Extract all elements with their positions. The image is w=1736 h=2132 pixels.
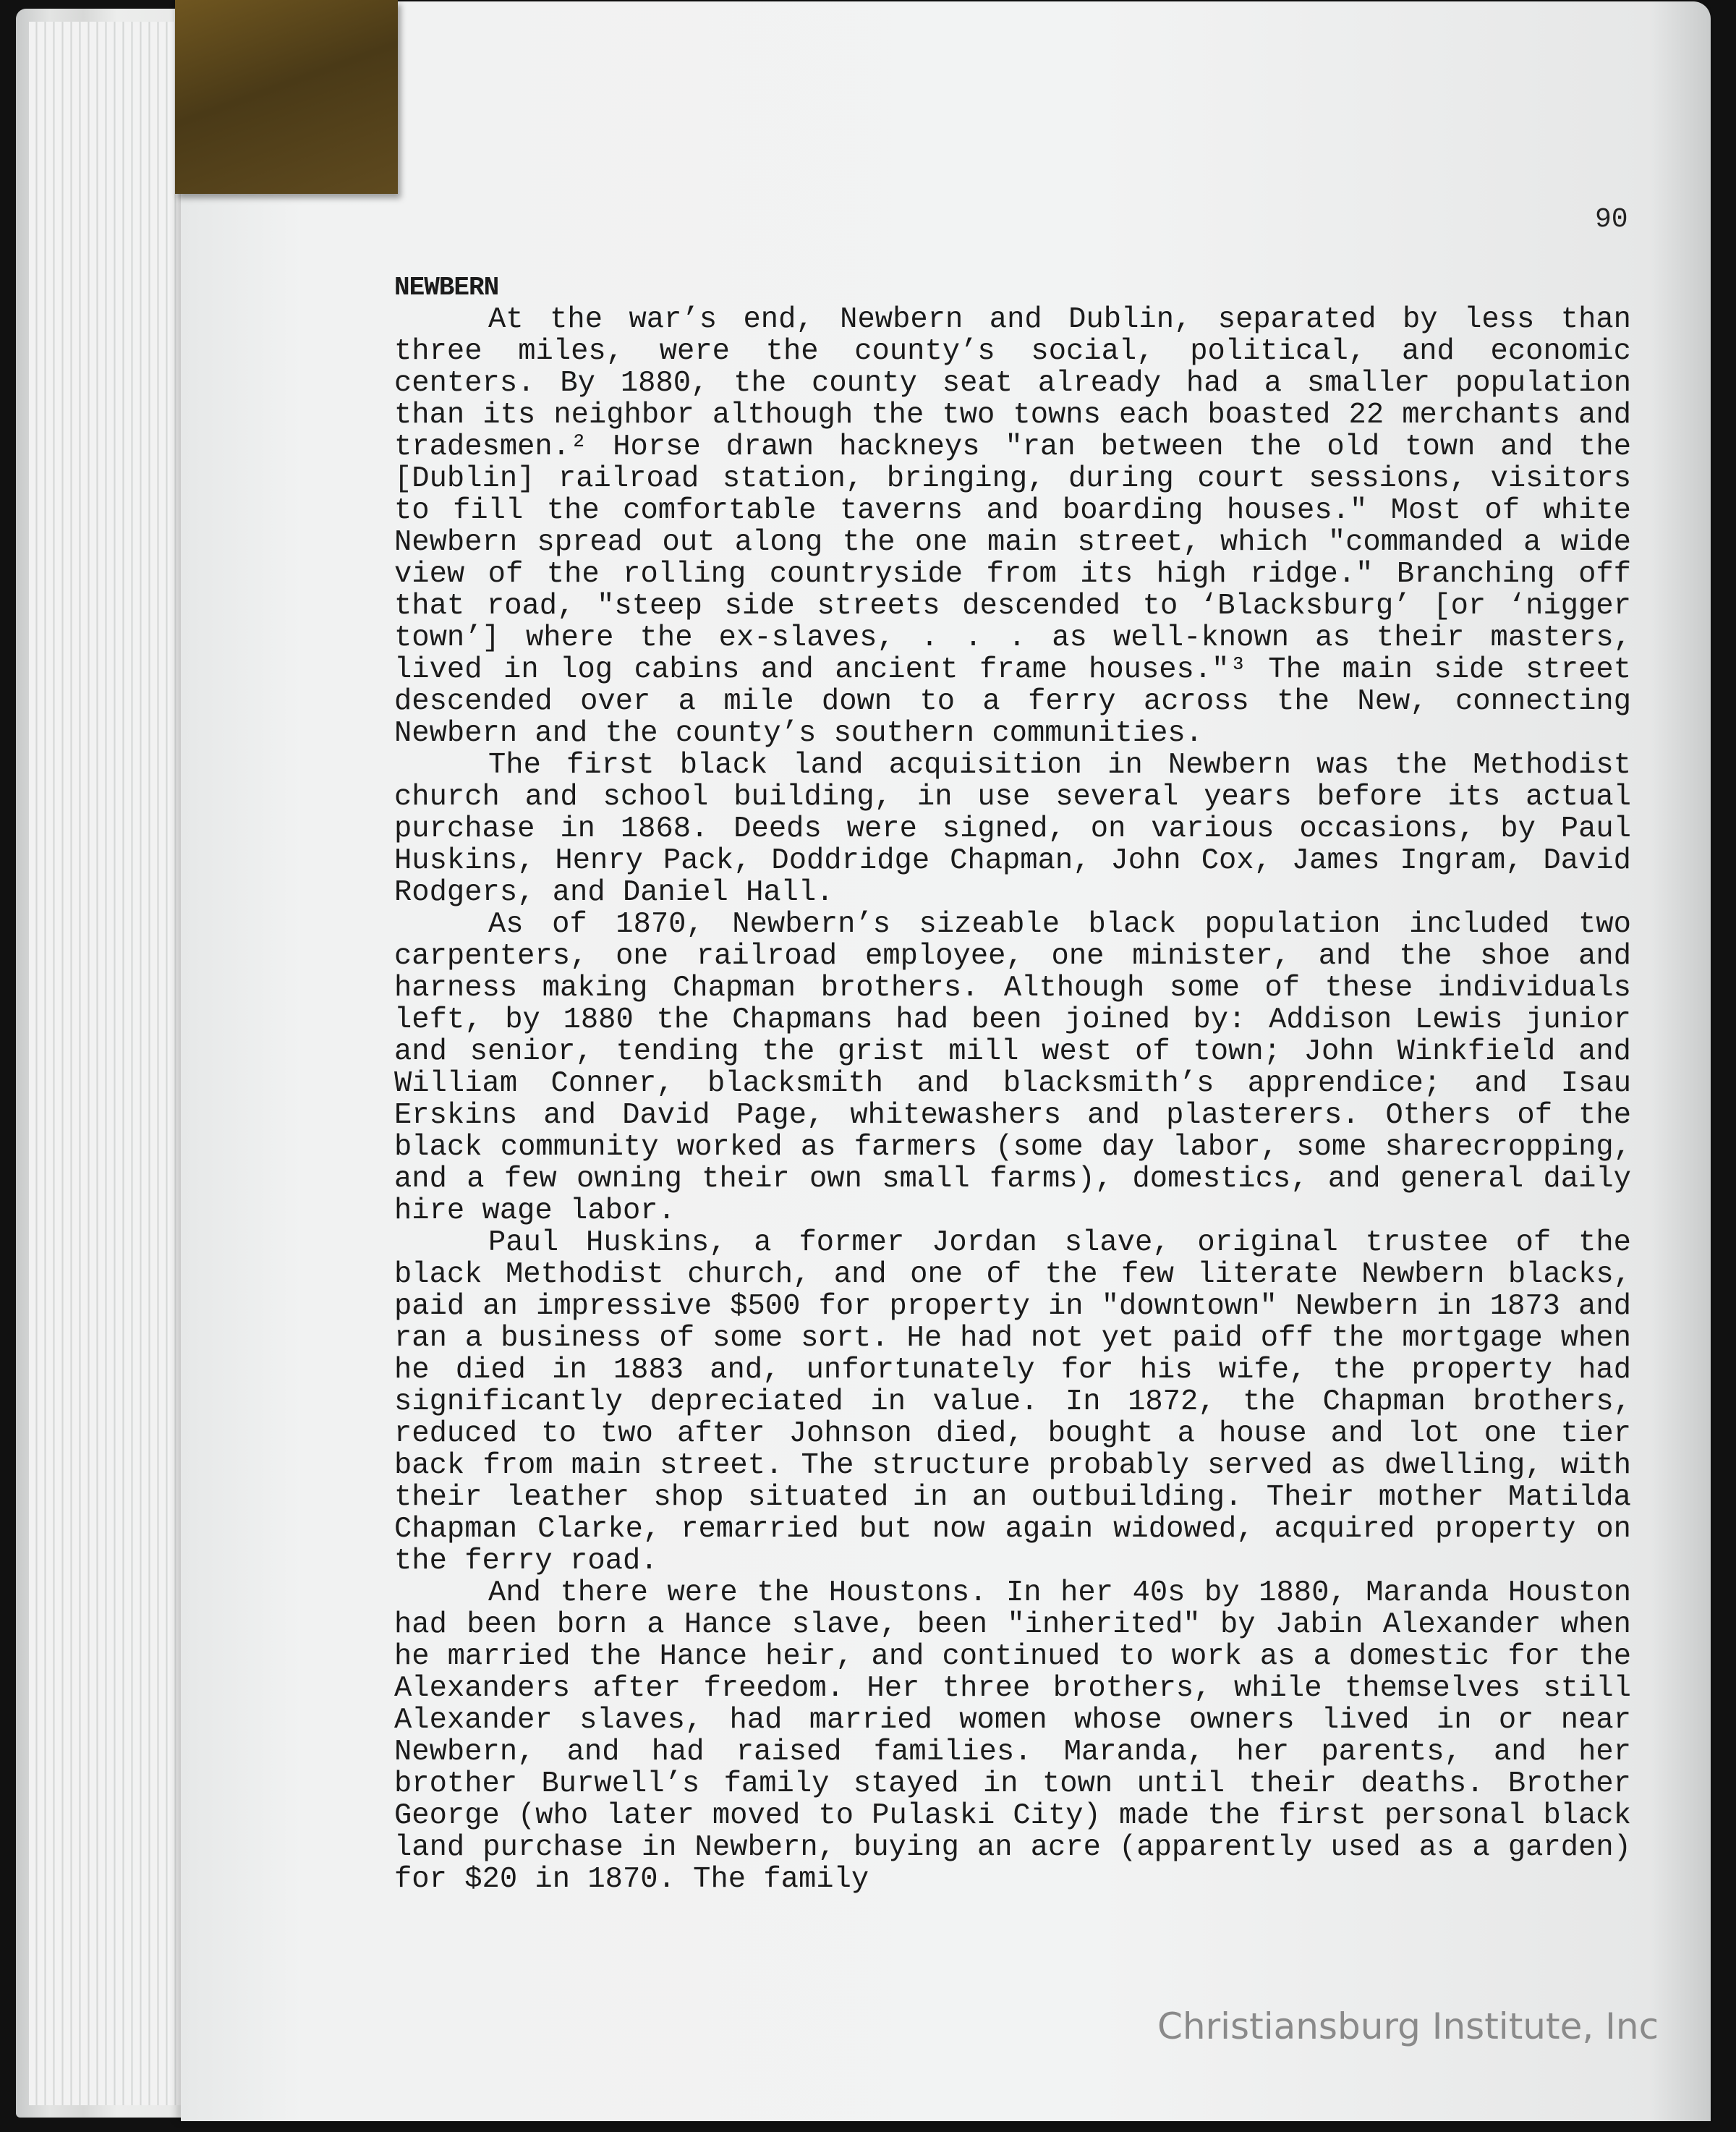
paragraph <box>394 304 1631 749</box>
section-heading: NEWBERN <box>394 273 499 302</box>
page-number: 90 <box>1595 204 1628 235</box>
paragraph-text: Paul Huskins, a former Jordan slave, original trustee of the black Methodist church, and one of the few literate Newbern blacks, paid an impressive $500 for property in "downtown" Newbern in 1873 and ran a business of some sort. He had not yet paid off the mortgage when he died in 1883 and, unfortunately for his wife, the property had significantly depreciated in value. In 1872, the Chapman brothers, reduced to two after Johnson died, bought a house and lot one tier back from main street. The structure probably served as dwelling, with their leather shop situated in an outbuilding. Their mother Matilda Chapman Clarke, remarried but now again widowed, acquired property on the ferry road. <box>394 1226 1631 1578</box>
paragraph <box>394 749 1631 909</box>
page-edges <box>29 22 195 2105</box>
paragraph-text: As of 1870, Newbern’s sizeable black population included two carpenters, one railroad employee, one minister, and the shoe and harness making Chapman brothers. Although some of these individuals left, by 1880 the Chapmans had been joined by: Addison Lewis junior and senior, tending the grist mill west of town; John Winkfield and William Conner, blacksmith and blacksmith’s apprendice; and Isau Erskins and David Page, whitewashers and plasterers. Others of the black community worked as farmers (some day labor, some sharecropping, and a few owning their own small farms), domestics, and general daily hire wage labor. <box>394 908 1631 1228</box>
watermark-text: Christiansburg Institute, Inc <box>1157 2005 1659 2047</box>
paragraph-text: At the war’s end, Newbern and Dublin, separated by less than three miles, were the county’s social, political, and economic centers. By 1880, the county seat already had a smaller population than its neighbor although the two towns each boasted 22 merchants and tradesmen.² Horse drawn hackneys "ran between the old town and the [Dublin] railroad station, bringing, during court sessions, visitors to fill the comfortable taverns and boarding houses." Most of white Newbern spread out along the one main street, which "commanded a wide view of the rolling countryside from its high ridge." Branching off that road, "steep side streets descended to ‘Blacksburg’ [or ‘nigger town’] where the ex-slaves, . . . as well-known as their masters, lived in log cabins and ancient frame houses."³ The main side street descended over a mile down to a ferry across the New, connecting Newbern and the county’s southern communities. <box>394 303 1631 750</box>
paragraph-text: And there were the Houstons. In her 40s by 1880, Maranda Houston had been born a Hance slave, been "inherited" by Jabin Alexander when he married the Hance heir, and continued to work as a domestic for the Alexanders after freedom. Her three brothers, while themselves still Alexander slaves, had married women whose owners lived in or near Newbern, and had raised families. Maranda, her parents, and her brother Burwell’s family stayed in town until their deaths. Brother George (who later moved to Pulaski City) made the first personal black land purchase in Newbern, buying an acre (apparently used as a garden) for $20 in 1870. The family <box>394 1576 1631 1896</box>
page-content <box>394 272 1631 1895</box>
bookmark-tab <box>175 0 398 194</box>
paragraph-text: The first black land acquisition in Newbern was the Methodist church and school building, in use several years before its actual purchase in 1868. Deeds were signed, on various occasions, by Paul Huskins, Henry Pack, Doddridge Chapman, John Cox, James Ingram, David Rodgers, and Daniel Hall. <box>394 749 1631 909</box>
paragraph <box>394 909 1631 1227</box>
paragraph <box>394 1577 1631 1895</box>
paragraph <box>394 1227 1631 1577</box>
